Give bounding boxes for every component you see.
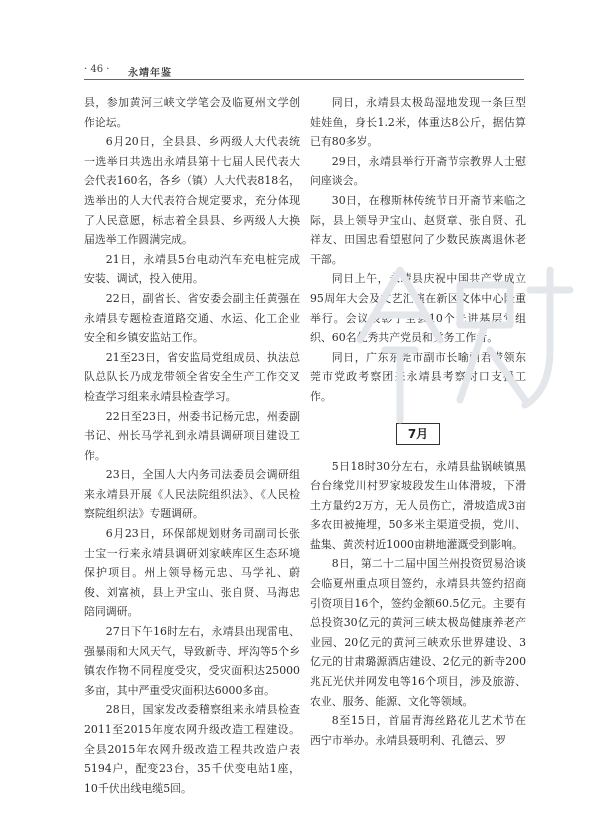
paragraph: 8至15日，首届青海丝路花儿艺术节在西宁市举办。永靖县聂明利、孔德云、罗 bbox=[310, 714, 526, 747]
left-column bbox=[84, 93, 300, 798]
paragraph: 28日，国家发改委稽察组来永靖县检查2011至2015年度农网升级改造工程建设。全县2015年农网升级改造工程共改造户表5194户，配变23台，35千伏变电站1座，10千伏出线电缆5回。 bbox=[84, 703, 300, 795]
page-number: · 46 · bbox=[84, 64, 110, 75]
paragraph: 同日，广东东莞市副市长喻丽君带领东莞市党政考察团来永靖县考察对口支援工作。 bbox=[310, 350, 526, 403]
header-rule bbox=[84, 79, 524, 80]
book-title: 永靖年鉴 bbox=[128, 68, 172, 79]
paragraph: 6月23日，环保部规划财务司副司长张士宝一行来永靖县调研刘家峡库区生态环境保护项目。州上领导杨元忠、马学礼、蔚俊、刘富祯，县上尹宝山、张自贤、马海忠陪同调研。 bbox=[84, 527, 300, 619]
paragraph: 29日，永靖县举行开斋节宗教界人士慰问座谈会。 bbox=[310, 154, 526, 188]
paragraph: 县，参加黄河三峡文学笔会及临夏州文学创作论坛。 bbox=[84, 96, 300, 129]
paragraph: 22日，副省长、省安委会副主任黄强在永靖县专题检查道路交通、水运、化工企业安全和乡镇安监站工作。 bbox=[84, 291, 300, 345]
paragraph: 21日，永靖县5台电动汽车充电桩完成安装、调试，投入使用。 bbox=[84, 252, 300, 286]
paragraph: 23日，全国人大内务司法委员会调研组来永靖县开展《人民法院组织法》、《人民检察院组织法》专题调研。 bbox=[84, 468, 300, 521]
paragraph: 5日18时30分左右，永靖县盐锅峡镇黑台台缘党川村罗家坡段发生山体滑坡，下滑土方量约2万方，无人员伤亡，滑坡造成3亩多农田被掩埋，50多米主渠道受损，党川、盐集、黄茨村近1000亩耕地灌溉受到影响。 bbox=[310, 459, 526, 551]
paragraph: 同日上午，永靖县庆祝中国共产党成立95周年大会及文艺汇演在新区文体中心隆重举行。会议表彰了全县10个先进基层党组织、60名优秀共产党员和党务工作者。 bbox=[310, 272, 526, 345]
paragraph: 27日下午16时左右，永靖县出现雷电、强暴雨和大风天气，导致新寺、坪沟等5个乡镇农作物不同程度受灾，受灾面积达25000多亩，其中严重受灾面积达6000多亩。 bbox=[84, 625, 300, 697]
paragraph: 6月20日，全县县、乡两级人大代表统一选举日共选出永靖县第十七届人民代表大会代表160名，各乡（镇）人大代表818名，选举出的人大代表符合规定要求，充分体现了人民意愿，标志着全县县、乡两级人大换届选举工作圆满完成。 bbox=[84, 135, 300, 247]
paragraph: 30日，在穆斯林传统节日开斋节来临之际，县上领导尹宝山、赵贤章、张自贤、孔祥友、田国忠看望慰问了少数民族离退休老干部。 bbox=[310, 193, 526, 266]
right-column bbox=[310, 93, 526, 750]
paragraph: 8日，第二十二届中国兰州投资贸易洽谈会临夏州重点项目签约，永靖县共签约招商引资项目16个，签约金额60.5亿元。主要有总投资30亿元的黄河三峡太极岛健康养老产业园、20亿元的黄河三峡欢乐世界建设、3亿元的甘肃璐源酒店建设、2亿元的新寺200兆瓦光伏并网发电等16个项目，涉及旅游、农业、服务、能源、文化等领域。 bbox=[310, 557, 526, 708]
paragraph: 同日，永靖县太极岛湿地发现一条巨型娃娃鱼，身长1.2米，体重达8公斤，据估算已有80多岁。 bbox=[310, 96, 526, 149]
paragraph: 21至23日，省安监局党组成员、执法总队总队长乃成龙带领全省安全生产工作交叉检查学习组来永靖县检查学习。 bbox=[84, 350, 300, 403]
month-heading: 7月 bbox=[396, 423, 440, 445]
paragraph: 22日至23日，州委书记杨元忠，州委副书记、州长马学礼到永靖县调研项目建设工作。 bbox=[84, 409, 300, 462]
